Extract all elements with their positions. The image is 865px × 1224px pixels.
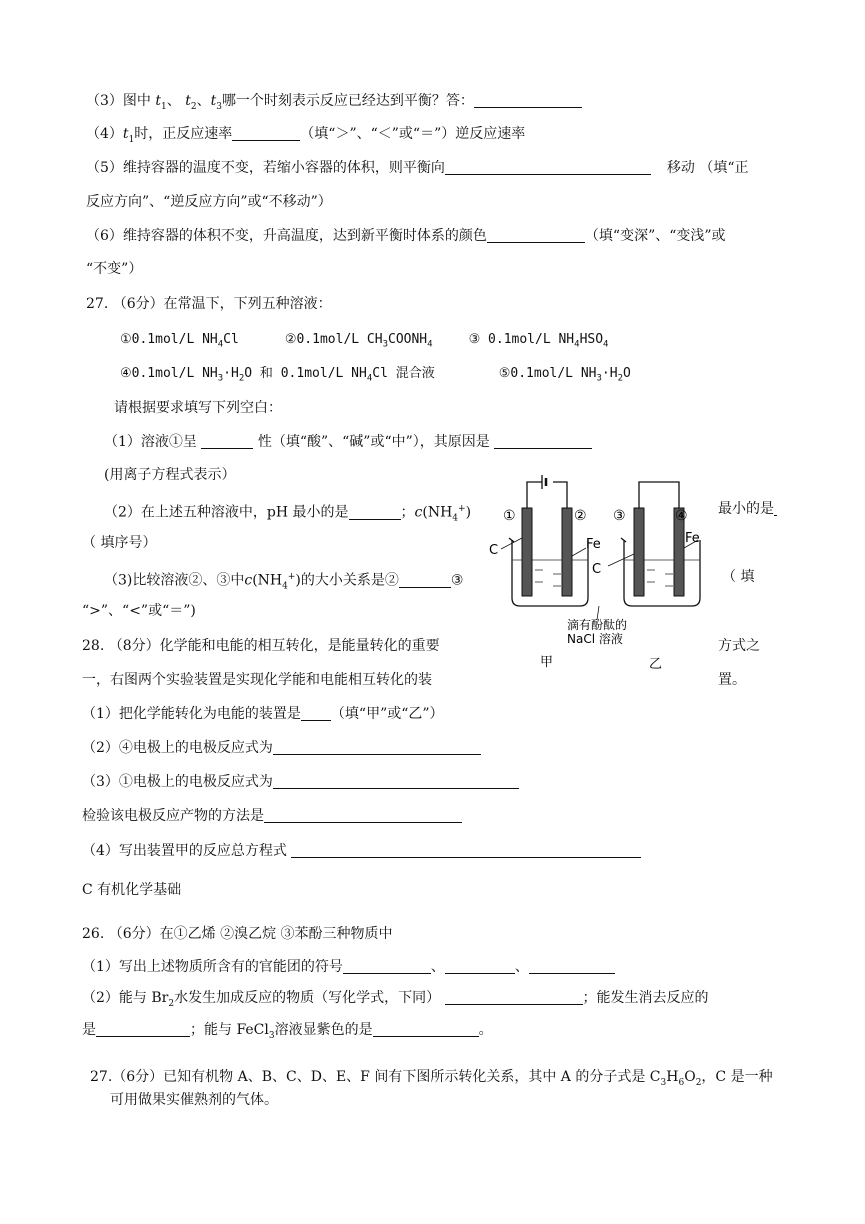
q27-p1: （1）溶液①呈 性（填“酸”、“碱”或“中”），其原因是: [104, 432, 592, 452]
beaker-yi: [621, 538, 700, 606]
q26c-heading: 26. （6分）在①乙烯 ②溴乙烷 ③苯酚三种物质中: [82, 926, 393, 942]
q26c-p1: （1）写出上述物质所含有的官能团的符号 、 、: [82, 957, 615, 977]
instructions: 请根据要求填写下列空白：: [114, 400, 282, 416]
q27-p3-tail: （ 填: [722, 569, 755, 585]
q27-p3: （3)比较溶液②、③中$c(NH_4^+)$的大小关系是② ③: [104, 572, 464, 592]
label-n4: ④: [675, 508, 688, 524]
q28-heading-tail: 方式之: [718, 638, 760, 654]
electrode-3: [634, 508, 644, 596]
cell-jia-circuit: [527, 475, 567, 508]
answer-blank[interactable]: [487, 227, 585, 243]
cell-yi-wire: [639, 482, 679, 508]
answer-blank[interactable]: [349, 504, 401, 520]
label-fe2: Fe: [685, 531, 700, 546]
q28-heading2: 一，右图两个实验装置是实现化学能和电能相互转化的装: [82, 672, 432, 688]
q27-heading: 27. （6分）在常温下，下列五种溶液：: [86, 296, 332, 312]
q27c-heading: 27.（6分）已知有机物 A、B、C、D、E、F 间有下图所示转化关系，其中 A 的分子式是 $C_3H_6O_2$，C 是一种: [90, 1069, 773, 1088]
q28-heading2-tail: 置。: [718, 672, 746, 688]
q27-p2-note: （ 填序号）: [82, 535, 157, 551]
caption-line2: NaCl 溶液: [567, 632, 623, 646]
answer-blank[interactable]: [445, 958, 515, 974]
label-c2: C: [592, 562, 602, 577]
caption-line1: 滴有酚酞的: [567, 618, 628, 632]
answer-blank[interactable]: [201, 433, 253, 449]
q27c-heading2: 可用做果实催熟剂的气体。: [110, 1092, 278, 1108]
q3-line: （3）图中 $t_1$、 $t_2$、$t_3$哪一个时刻表示反应已经达到平衡？答：: [86, 91, 582, 117]
q28-heading: 28. （8分）化学能和电能的相互转化，是能量转化的重要: [82, 638, 440, 654]
q26c-p2: （2）能与 $Br_2$水发生加成反应的物质（写化学式，下同） ；能发生消去反应的: [82, 990, 709, 1009]
solutions-row1: ①0.1mol/L $NH_4Cl$ ②0.1mol/L $CH_3COONH_4$ ③ 0.1mol/L $NH_4HSO_4$: [120, 332, 609, 350]
answer-blank[interactable]: [301, 705, 331, 721]
q27-p2-tail: 最小的是: [718, 499, 777, 519]
cells-diagram: [487, 470, 712, 675]
q28-p2: （2）④电极上的电极反应式为: [82, 738, 481, 758]
answer-blank[interactable]: [273, 773, 519, 789]
electrode-1: [522, 508, 532, 596]
q28-p1: （1）把化学能转化为电能的装置是 （填“甲”或“乙”）: [82, 706, 444, 722]
answer-blank[interactable]: [474, 92, 582, 108]
q5-line: （5）维持容器的温度不变，若缩小容器的体积，则平衡向 移动 （填“正: [86, 160, 749, 176]
answer-blank[interactable]: [232, 125, 300, 141]
answer-blank[interactable]: [291, 842, 641, 858]
q26c-p2-cont: 是 ；能与 FeCl$_3$溶液显紫色的是 。: [82, 1022, 493, 1041]
answer-blank[interactable]: [373, 1021, 479, 1037]
q6-line2: “不变”）: [86, 261, 143, 277]
answer-blank[interactable]: [529, 958, 615, 974]
section-c-title: C 有机化学基础: [82, 882, 182, 898]
q28-p3: （3）①电极上的电极反应式为: [82, 772, 519, 792]
label-jia: 甲: [540, 655, 554, 670]
answer-blank[interactable]: [399, 572, 451, 588]
label-n3: ③: [613, 508, 626, 524]
q5-line2: 反应方向”、“逆反应方向”或“不移动”）: [86, 194, 332, 210]
label-c1: C: [489, 543, 499, 558]
q28-p3b: 检验该电极反应产物的方法是: [82, 806, 462, 826]
q27-p1-note: (用离子方程式表示）: [104, 467, 236, 483]
answer-blank[interactable]: [774, 500, 777, 516]
q4-line: $(4)t_1$时，正反应速率 （填“＞”、“＜”或“＝”）逆反应速率: [86, 126, 526, 145]
answer-blank[interactable]: [273, 739, 481, 755]
answer-blank[interactable]: [96, 1021, 190, 1037]
answer-blank[interactable]: [343, 958, 431, 974]
electrode-2: [562, 508, 572, 596]
q6-line: （6）维持容器的体积不变，升高温度，达到新平衡时体系的颜色 （填“变深”、“变浅”或: [86, 228, 726, 244]
label-n2: ②: [574, 508, 587, 524]
label-n1: ①: [503, 508, 516, 524]
beaker-jia: [509, 538, 588, 606]
answer-blank[interactable]: [445, 989, 583, 1005]
solutions-row2: ④0.1mol/L $NH_3\cdot H_2O$ 和 0.1mol/L $NH_4Cl$ 混合液 ⑤0.1mol/L $NH_3\cdot H_2O$: [120, 366, 631, 384]
label-fe1: Fe: [586, 537, 601, 552]
q27-p3-note: “>”、“<”或“＝”): [82, 603, 196, 619]
answer-blank[interactable]: [445, 159, 651, 175]
q27-p2: （2）在上述五种溶液中，pH 最小的是 ；$c(NH_4^+)$: [104, 504, 472, 524]
label-yi: 乙: [649, 657, 663, 672]
answer-blank[interactable]: [264, 807, 462, 823]
electrochem-figure: [487, 470, 712, 675]
q28-p4: （4）写出装置甲的反应总方程式: [82, 841, 641, 861]
answer-blank[interactable]: [494, 433, 592, 449]
